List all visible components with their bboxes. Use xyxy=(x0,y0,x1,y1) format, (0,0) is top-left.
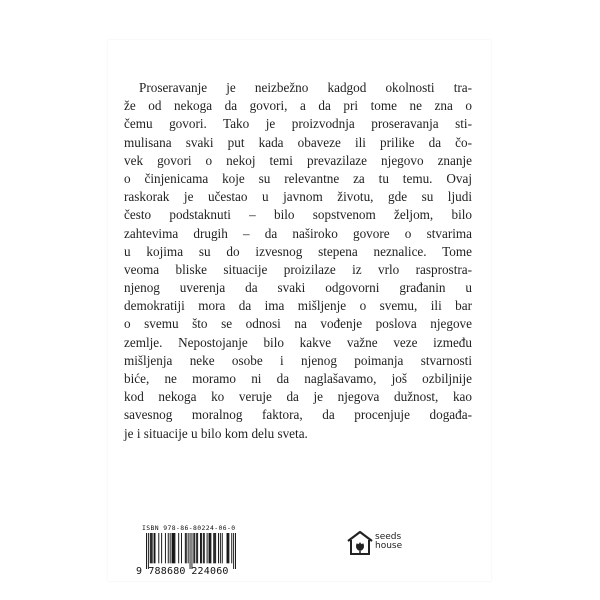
barcode-bar xyxy=(174,533,175,563)
barcode-bar xyxy=(213,533,214,563)
barcode-bar xyxy=(188,533,189,563)
house-with-leaf-icon xyxy=(345,528,375,558)
blurb-line: njenog uverenja da svaki odgovorni građanin u xyxy=(124,280,472,296)
barcode-bar xyxy=(200,533,201,563)
blurb-line: mišljenja neke osobe i njenog poimanja stvarnosti xyxy=(124,352,472,368)
barcode-bar xyxy=(194,533,195,563)
blurb-line: kod nekoga ko veruje da je njegova dužnost, kao xyxy=(124,389,472,405)
barcode-bar xyxy=(207,533,208,563)
barcode-bar xyxy=(173,533,174,563)
barcode-bar xyxy=(233,533,234,569)
blurb-line: u kojima su do izvesnog stepena neznalice. Tome xyxy=(124,243,472,259)
barcode-bar xyxy=(148,533,149,569)
barcode-bar xyxy=(155,533,156,563)
blurb-line: savesnog moralnog faktora, da procenjuje događa- xyxy=(124,407,472,423)
barcode-bar xyxy=(197,533,198,563)
barcode-bar xyxy=(209,533,210,563)
barcode-bar xyxy=(190,533,191,569)
barcode-number xyxy=(136,566,240,577)
barcode-bar xyxy=(150,533,151,563)
barcode-bar xyxy=(185,533,186,563)
blurb-line: zahtevima drugih – da naširoko govore o stvarima xyxy=(124,225,472,241)
blurb-line: demokratiji mora da ima mišljenje o svemu, ili bar xyxy=(124,298,472,314)
barcode-bar xyxy=(214,533,215,563)
barcode-bar xyxy=(168,533,169,563)
barcode-bar xyxy=(146,533,147,569)
barcode-bar xyxy=(186,533,187,563)
barcode-bar xyxy=(215,533,216,563)
barcode-left-digits: 788680 xyxy=(148,566,186,577)
barcode-bar xyxy=(209,533,210,563)
barcode-bar xyxy=(227,533,228,563)
barcode-bar xyxy=(158,533,159,563)
barcode-bar xyxy=(181,533,182,563)
barcode-bar xyxy=(161,533,162,563)
publisher-logo xyxy=(345,528,425,558)
blurb-line: o činjenicama koje su relevantne za tu temu. Ovaj xyxy=(124,170,472,186)
publisher-name xyxy=(375,533,402,551)
barcode-bar xyxy=(196,533,197,563)
barcode-bar xyxy=(170,533,171,563)
blurb-line: biće, ne moramo ni da naglašavamo, još ozbiljnije xyxy=(124,371,472,386)
blurb-line: veoma bliske situacije proizilaze iz vrlo rasprostra- xyxy=(124,261,472,277)
barcode-bar xyxy=(228,533,229,563)
barcode-bar xyxy=(151,533,152,563)
barcode-bar xyxy=(191,533,192,569)
barcode-bar xyxy=(152,533,153,563)
barcode-bar xyxy=(193,533,194,563)
barcode-bar xyxy=(165,533,166,563)
barcode-icon xyxy=(146,533,236,569)
barcode-bar xyxy=(210,533,211,563)
blurb-line: je i situacije u bilo kom delu sveta. xyxy=(124,425,308,441)
barcode-first-digit: 9 xyxy=(136,566,143,577)
barcode-bar xyxy=(201,533,202,563)
publisher-name-line-2: house xyxy=(375,541,403,551)
barcode-bar xyxy=(178,533,179,563)
barcode-bar xyxy=(235,533,236,569)
isbn-label: ISBN 978-86-80224-06-0 xyxy=(142,524,236,532)
barcode-bar xyxy=(204,533,205,563)
blurb-line: čemu govori. Tako je proizvodnja proseravanja sti- xyxy=(124,116,472,132)
barcode-bar xyxy=(222,533,223,563)
barcode-bar xyxy=(173,533,174,563)
publisher-name-line-1: seeds xyxy=(375,532,402,542)
blurb-line: često podstaknuti – bilo sopstvenom željom, bilo xyxy=(124,207,472,223)
barcode-bar xyxy=(203,533,204,563)
blurb-line: Proseravanje je neizbežno kadgod okolnosti tra- xyxy=(139,80,472,95)
blurb-text xyxy=(124,79,472,443)
barcode-bar xyxy=(227,533,228,563)
barcode-bar xyxy=(220,533,221,563)
blurb-line: raskorak je učestao u javnom životu, gde su ljudi xyxy=(124,189,472,205)
barcode-bar xyxy=(172,533,173,563)
barcode-bar xyxy=(231,533,232,563)
blurb-line: zemlje. Nepostojanje bilo kakve važne veze između xyxy=(124,334,472,350)
blurb-line: o svemu što se odnosi na vođenje poslova njegove xyxy=(124,316,472,332)
barcode-right-digits: 224060 xyxy=(191,566,229,577)
blurb-line: vek govori o nekoj temi prevazilaze njegovo znanje xyxy=(124,152,472,168)
blurb-line: že od nekoga da govori, a da pri tome ne zna o xyxy=(124,98,472,114)
barcode-bar xyxy=(154,533,155,563)
blurb-line: mulisana svaki put kada obaveze ili prilike da čo- xyxy=(124,134,472,150)
barcode-bar xyxy=(218,533,219,563)
